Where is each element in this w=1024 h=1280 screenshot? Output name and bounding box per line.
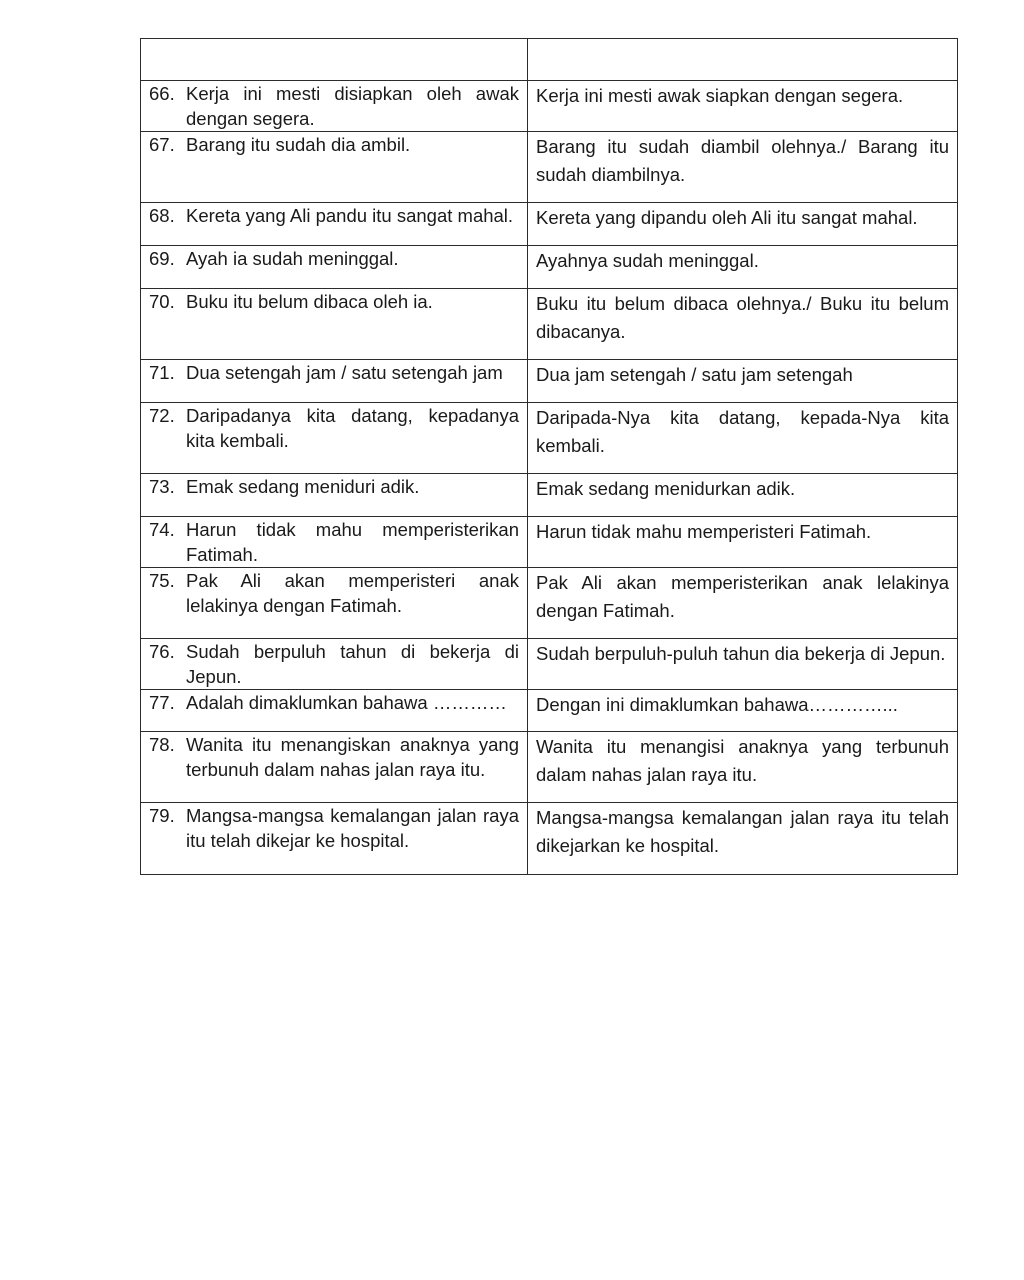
item-number: 76. xyxy=(149,641,175,662)
correct-cell xyxy=(528,360,958,403)
item-number: 72. xyxy=(149,405,175,426)
correct-cell xyxy=(528,517,958,568)
correct-sentence: Sudah berpuluh-puluh tahun dia bekerja di Jepun. xyxy=(536,643,946,664)
correct-sentence: Buku itu belum dibaca olehnya./ Buku itu belum dibacanya. xyxy=(536,293,949,342)
correct-sentence: Harun tidak mahu memperisteri Fatimah. xyxy=(536,521,872,542)
wrong-cell xyxy=(141,568,528,639)
wrong-cell xyxy=(141,474,528,517)
wrong-sentence: Adalah dimaklumkan bahawa ………… xyxy=(186,692,507,713)
wrong-sentence: Sudah berpuluh tahun di bekerja di Jepun. xyxy=(186,641,519,687)
correct-sentence: Daripada-Nya kita datang, kepada-Nya kita kembali. xyxy=(536,407,949,456)
table-row xyxy=(141,360,958,403)
table-row xyxy=(141,803,958,875)
correct-sentence: Dengan ini dimaklumkan bahawa…………... xyxy=(536,694,898,715)
wrong-cell xyxy=(141,639,528,690)
wrong-sentence: Pak Ali akan memperisteri anak lelakinya dengan Fatimah. xyxy=(186,570,519,616)
wrong-sentence: Kereta yang Ali pandu itu sangat mahal. xyxy=(186,205,514,226)
item-number: 74. xyxy=(149,519,175,540)
wrong-sentence: Kerja ini mesti disiapkan oleh awak dengan segera. xyxy=(186,83,519,129)
wrong-sentence: Harun tidak mahu memperisterikan Fatimah. xyxy=(186,519,519,565)
wrong-cell xyxy=(141,81,528,132)
item-number: 79. xyxy=(149,805,175,826)
wrong-sentence: Wanita itu menangiskan anaknya yang terbunuh dalam nahas jalan raya itu. xyxy=(186,734,519,780)
correct-sentence: Kerja ini mesti awak siapkan dengan segera. xyxy=(536,85,904,106)
correct-cell xyxy=(528,246,958,289)
item-number: 70. xyxy=(149,291,175,312)
correct-cell xyxy=(528,732,958,803)
header-cell-correct xyxy=(528,39,958,81)
wrong-cell xyxy=(141,132,528,203)
correct-sentence: Wanita itu menangisi anaknya yang terbunuh dalam nahas jalan raya itu. xyxy=(536,736,949,785)
wrong-sentence: Buku itu belum dibaca oleh ia. xyxy=(186,291,433,312)
table-row xyxy=(141,568,958,639)
table-row xyxy=(141,474,958,517)
item-number: 71. xyxy=(149,362,175,383)
wrong-cell xyxy=(141,360,528,403)
correct-cell xyxy=(528,289,958,360)
correct-cell xyxy=(528,81,958,132)
correct-cell xyxy=(528,803,958,875)
correct-sentence: Ayahnya sudah meninggal. xyxy=(536,250,759,271)
wrong-sentence: Mangsa-mangsa kemalangan jalan raya itu telah dikejar ke hospital. xyxy=(186,805,519,851)
wrong-sentence: Ayah ia sudah meninggal. xyxy=(186,248,399,269)
item-number: 73. xyxy=(149,476,175,497)
table-row xyxy=(141,403,958,474)
item-number: 69. xyxy=(149,248,175,269)
correct-cell xyxy=(528,568,958,639)
header-cell-wrong xyxy=(141,39,528,81)
correct-sentence: Dua jam setengah / satu jam setengah xyxy=(536,364,853,385)
table-row xyxy=(141,289,958,360)
table-row xyxy=(141,132,958,203)
wrong-cell xyxy=(141,517,528,568)
item-number: 75. xyxy=(149,570,175,591)
correct-sentence: Kereta yang dipandu oleh Ali itu sangat mahal. xyxy=(536,207,918,228)
correct-sentence: Barang itu sudah diambil olehnya./ Barang itu sudah diambilnya. xyxy=(536,136,949,185)
wrong-cell xyxy=(141,246,528,289)
table-row xyxy=(141,732,958,803)
wrong-cell xyxy=(141,732,528,803)
wrong-cell xyxy=(141,203,528,246)
wrong-sentence: Dua setengah jam / satu setengah jam xyxy=(186,362,503,383)
wrong-sentence: Daripadanya kita datang, kepadanya kita kembali. xyxy=(186,405,519,451)
correction-table xyxy=(140,38,958,875)
correct-cell xyxy=(528,474,958,517)
wrong-cell xyxy=(141,803,528,875)
wrong-sentence: Emak sedang meniduri adik. xyxy=(186,476,420,497)
item-number: 68. xyxy=(149,205,175,226)
item-number: 66. xyxy=(149,83,175,104)
correct-sentence: Pak Ali akan memperisterikan anak lelakinya dengan Fatimah. xyxy=(536,572,949,621)
table-row xyxy=(141,690,958,732)
wrong-cell xyxy=(141,690,528,732)
wrong-cell xyxy=(141,289,528,360)
wrong-sentence: Barang itu sudah dia ambil. xyxy=(186,134,411,155)
correct-cell xyxy=(528,132,958,203)
correct-cell xyxy=(528,403,958,474)
wrong-cell xyxy=(141,403,528,474)
correct-cell xyxy=(528,639,958,690)
correct-sentence: Mangsa-mangsa kemalangan jalan raya itu telah dikejarkan ke hospital. xyxy=(536,807,949,856)
table-row xyxy=(141,246,958,289)
table-row xyxy=(141,203,958,246)
correct-sentence: Emak sedang menidurkan adik. xyxy=(536,478,796,499)
item-number: 77. xyxy=(149,692,175,713)
item-number: 67. xyxy=(149,134,175,155)
table-header-row xyxy=(141,39,958,81)
table-row xyxy=(141,639,958,690)
correct-cell xyxy=(528,203,958,246)
table-row xyxy=(141,81,958,132)
correct-cell xyxy=(528,690,958,732)
table-row xyxy=(141,517,958,568)
item-number: 78. xyxy=(149,734,175,755)
